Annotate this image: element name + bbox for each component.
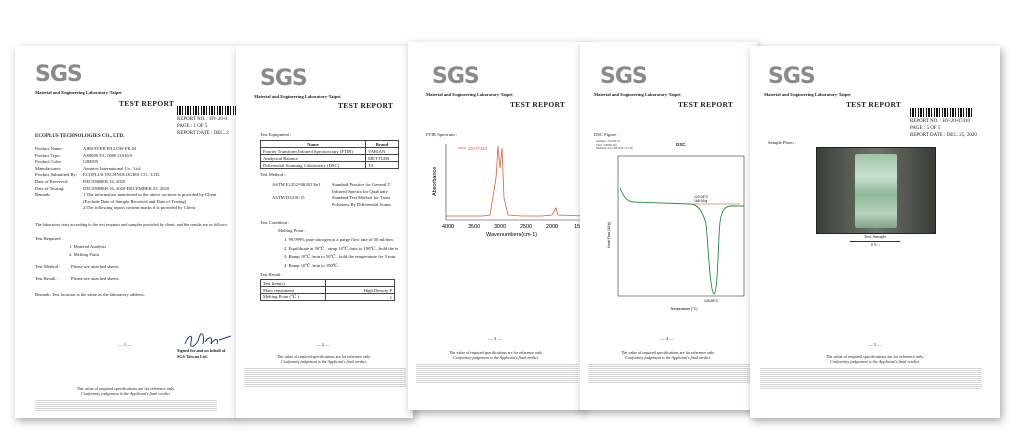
- plot-frame: [618, 156, 744, 296]
- product-fields: [35, 146, 216, 212]
- x-tick: 2500: [520, 224, 533, 230]
- result-table: Test Item(s) Main constituent High Density P Melting Point (℃ ) 1: [260, 279, 395, 301]
- report-page-1: [15, 46, 237, 418]
- y-axis-label: Heat Flow (W/g): [607, 222, 611, 248]
- fine-print: [416, 364, 578, 384]
- method-label: Test Method :: [260, 172, 286, 177]
- lab-name: Material and Engineering Laboratory-Taipei: [426, 92, 513, 97]
- test-required-label: Test Required :: [35, 236, 63, 241]
- report-header: REPORT NO. : HV-20-07410 PAGE : 5 OF 5 REPORT DATE : DEC. 25, 2020: [910, 119, 977, 138]
- signature-icon: [183, 332, 233, 348]
- sample-info: Sample: 20-07410 Size: 7.8000 mg Method: AS 194 D34 15 (10): [596, 140, 634, 151]
- x-axis-label: Temperature (°C): [670, 307, 698, 311]
- annotation: 123.05°C: [694, 195, 709, 199]
- sgs-logo: SGS: [260, 66, 307, 91]
- equipment-label: Test Equipment :: [260, 132, 292, 137]
- product-field-row: Date of Testing: DECEMBER 16, 2020-DECEMBER 25, 2020: [35, 185, 170, 191]
- fine-print: [760, 368, 982, 390]
- sample-bag-image: [855, 154, 897, 228]
- x-tick: 2000: [546, 224, 559, 230]
- x-tick: 4000: [442, 224, 455, 230]
- product-field-row: Manufacturer: Aeronoc International Co., Ltd.: [35, 165, 141, 171]
- product-field-row: (Exclude Date of Sample Received and Date of Testing): [83, 198, 187, 204]
- product-field-row: Product Type: AS0000 F/C 0000 (3X6)-0: [35, 152, 133, 158]
- lab-name: Material and Engineering Laboratory-Taipei: [254, 94, 341, 99]
- spectrum-line: [446, 146, 585, 216]
- product-field-row: Product Submitted By: ECOPLUS TECHNOLOGIES CO., LTD.: [35, 172, 161, 178]
- sgs-logo: SGS: [35, 62, 82, 87]
- photo-caption: Test Sample: [863, 234, 887, 239]
- annotation: 168.9J/g: [694, 199, 708, 203]
- footer: The value of required specifications are for reference only. Conformity judgement is the Applicant's final verdict.: [449, 350, 543, 360]
- figure-label: DSC Figure :: [594, 132, 619, 137]
- test-result-value: Please see attached sheets: [71, 276, 119, 281]
- product-field-row: Product Color: GREEN: [35, 159, 99, 165]
- product-field-row: 2.The following report content marks # is provided by Client: [83, 205, 196, 211]
- barcode: [177, 106, 237, 115]
- lab-name: Material and Engineering Laboratory-Taipei: [594, 92, 681, 97]
- barcode: [910, 108, 974, 117]
- result-label: Test Result :: [260, 272, 283, 277]
- photo-caption-sub: 0 0 □: [870, 242, 880, 247]
- test-required-item: 2. Melting Point: [69, 252, 99, 257]
- sample-photo: [816, 147, 936, 234]
- product-field-row: Remark: 1.The information mentioned in the above sections is provided by Client: [35, 192, 217, 198]
- x-tick: 15: [574, 224, 581, 230]
- lab-name: Material and Engineering Laboratory-Taipei: [35, 90, 122, 95]
- company-name: ECOPLUS TECHNOLOGIES CO., LTD.: [35, 134, 125, 139]
- x-axis-label: Wavenumbers(cm-1): [486, 232, 538, 238]
- dsc-chart: [590, 152, 750, 312]
- report-title: TEST REPORT: [846, 100, 902, 109]
- page-number: — 1 —: [118, 342, 132, 347]
- sgs-logo: SGS: [432, 64, 479, 89]
- footer: The value of required specifications are for reference only. Conformity judgement is the Applicant's final verdict.: [76, 386, 176, 396]
- method-list: ASTM E1252-98(2013)e1 Standard Practice for General T Infrared Spectra for Qualitativ ASTM D3418-15 Standard Test Method for Trans Polymers By Differential Scann: [272, 182, 391, 207]
- sgs-logo: SGS: [600, 64, 647, 89]
- page-number: — 3 —: [488, 336, 502, 341]
- footer: The value of required specifications are for reference only. Conformity judgement is the Applicant's final verdict.: [277, 354, 371, 364]
- report-page-4: [580, 42, 757, 410]
- report-page-2: [236, 46, 413, 418]
- fine-print: [35, 400, 217, 412]
- ftir-spectrum-chart: [422, 138, 585, 238]
- statement: The laboratory tests according to the test requests and samples provided by client, and the results are as follows:: [35, 222, 228, 227]
- chart-title: DSC: [676, 142, 686, 147]
- x-tick: 3500: [468, 224, 481, 230]
- test-result-label: Test Result :: [35, 276, 58, 281]
- page-number: — 5 —: [868, 342, 882, 347]
- page-number: — 4 —: [660, 336, 674, 341]
- fine-print: [588, 364, 750, 384]
- annotation: 126.89°C: [704, 299, 719, 303]
- product-field-row: Date of Received: DECEMBER 16, 2020: [35, 178, 126, 184]
- condition-sub: Melting Point :: [278, 228, 306, 233]
- fine-print: [244, 368, 406, 388]
- report-header: REPORT NO. : HV-20-0 PAGE : 1 OF 5 REPORT DATE : DEC. 2: [177, 117, 229, 136]
- equipment-table: Name Brand Fourier Transform Infrared Spectroscopy (FTIR) VARIAN Analytical Balance METTLER Differential Scanning Calorimetry (DSC) TA: [260, 140, 399, 169]
- report-title: TEST REPORT: [678, 100, 734, 109]
- footer: The value of required specifications are for reference only. Conformity judgement is the Applicant's final verdict.: [621, 350, 715, 360]
- lab-name: Material and Engineering Laboratory-Taipei: [764, 92, 851, 97]
- report-page-3: [408, 42, 585, 410]
- sgs-logo: SGS: [768, 64, 815, 89]
- test-required-item: 1. Material Analysis: [69, 244, 107, 249]
- footer: The value of required specifications are for reference only. Conformity judgement is the Applicant's final verdict.: [825, 354, 925, 364]
- legend-label: 20-07410: [468, 146, 488, 151]
- product-field-row: Product Name: AIRSAVER PILLOW FILM: [35, 146, 136, 151]
- condition-label: Test Condition :: [260, 220, 290, 225]
- signature-org: SGS Taiwan Ltd.: [177, 354, 208, 359]
- report-title: TEST REPORT: [119, 99, 175, 108]
- test-method-label: Test Method :: [35, 264, 61, 269]
- page-number: — 2 —: [316, 342, 330, 347]
- report-title: TEST REPORT: [338, 101, 394, 110]
- test-method-value: Please see attached sheets: [71, 264, 119, 269]
- x-tick: 3000: [494, 224, 507, 230]
- y-axis-label: Absorbance: [432, 166, 438, 196]
- condition-list: 1. 99.999% pure nitrogen at a purge flow rate of 50 ml/min 2. Equilibrate at 50℃ , ramp 10℃ /min to 190℃ , hold the te 3. Ramp 10℃ /min to 50℃ , hold the temperature for 5 min 4. Ramp 10℃ /min to 190℃ .: [284, 237, 399, 268]
- signature-text: Signed for and on behalf of: [177, 348, 226, 353]
- remark: Remark: Test location is the same as the laboratory address.: [35, 292, 145, 297]
- report-title: TEST REPORT: [510, 100, 566, 109]
- report-page-5: [750, 46, 1000, 418]
- spectrum-label: FTIR Spectrum :: [426, 132, 458, 137]
- photo-label: Sample Photo :: [768, 140, 797, 145]
